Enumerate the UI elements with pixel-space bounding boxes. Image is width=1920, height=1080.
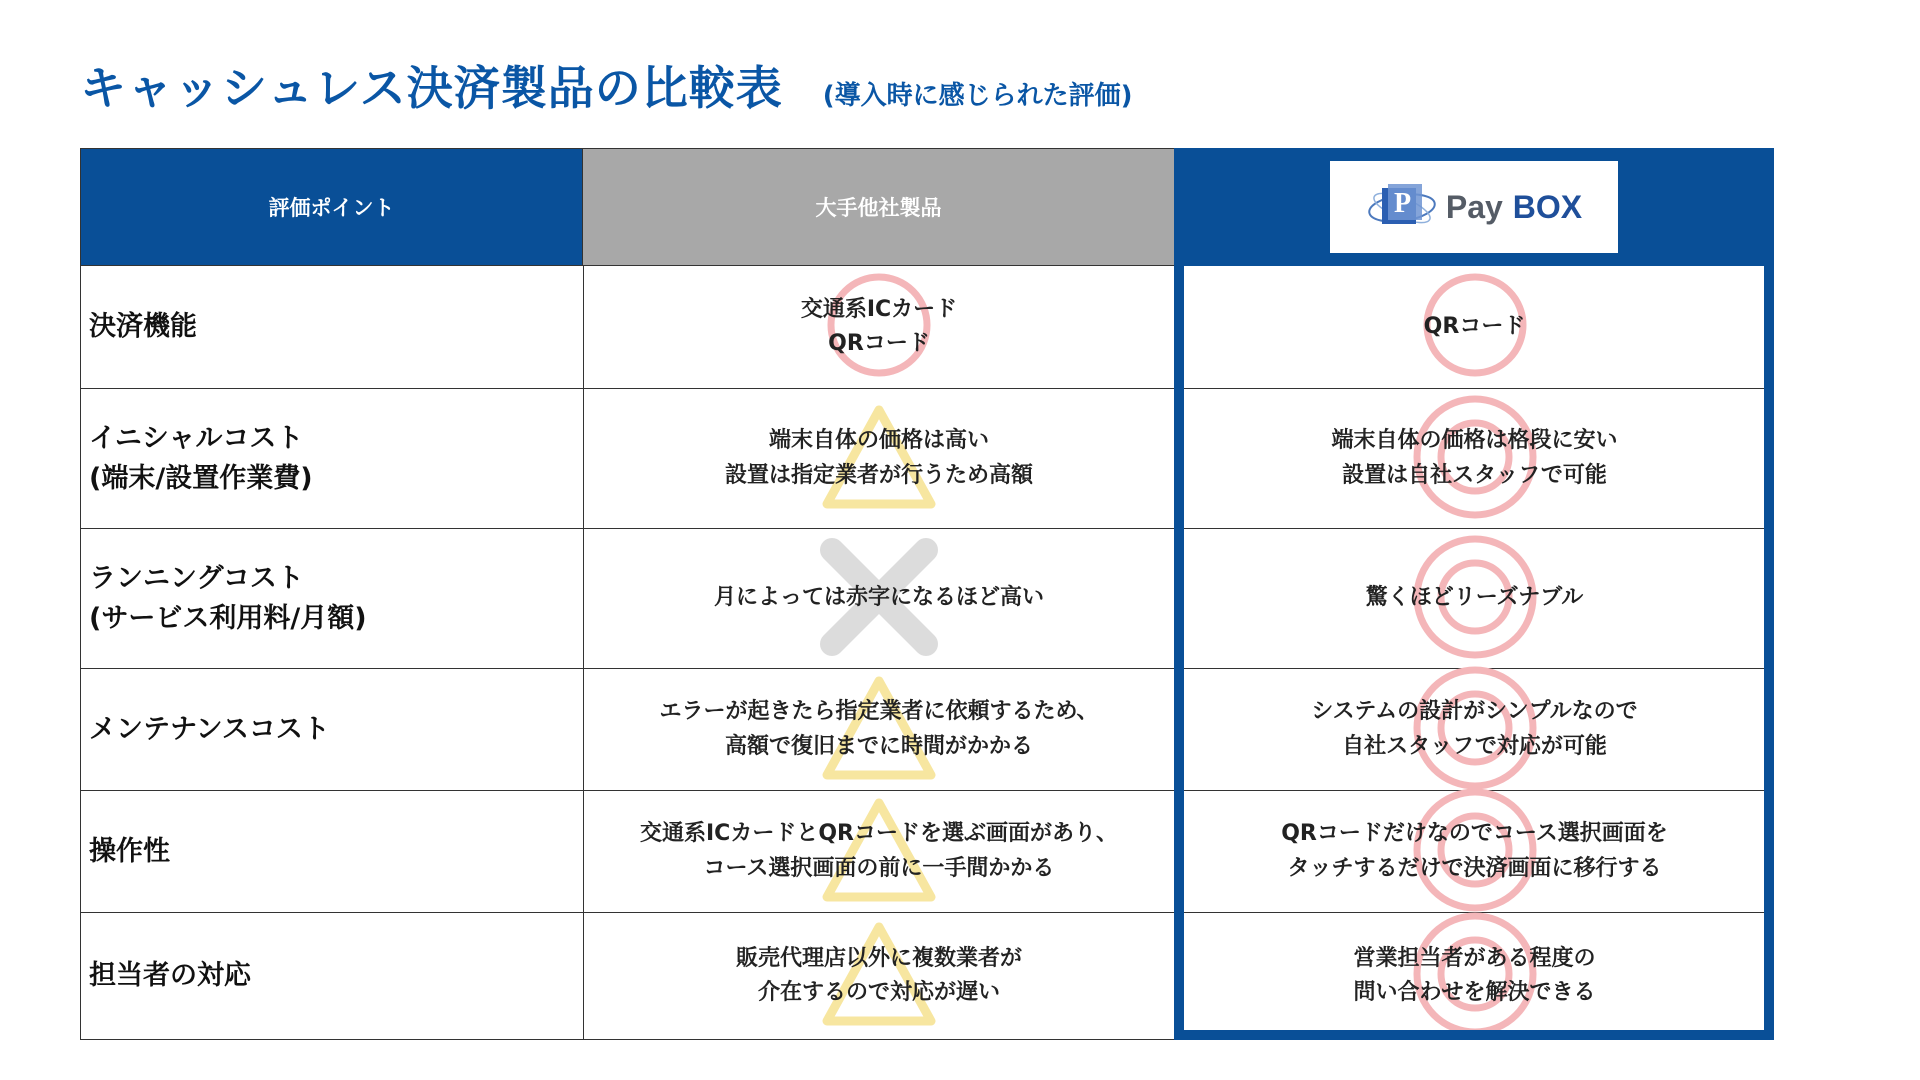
paybox-text: 驚くほどリーズナブル: [1365, 585, 1584, 611]
paybox-cell: [1174, 791, 1774, 913]
competitor-text: 販売代理店以外に複数業者が 介在するので対応が遅い: [735, 945, 1022, 1005]
table-row: [80, 913, 1774, 1040]
competitor-text: エラーが起きたら指定業者に依頼するため、 高額で復旧までに時間がかかる: [659, 699, 1099, 759]
title-area: [80, 52, 1132, 118]
paybox-cell: [1174, 913, 1774, 1040]
competitor-text: 月によっては赤字になるほど高い: [713, 585, 1044, 611]
page-title: キャッシュレス決済製品の比較表: [80, 61, 783, 115]
competitor-text: 端末自体の価格は高い 設置は指定業者が行うため高額: [724, 428, 1033, 488]
table-row: [80, 389, 1774, 529]
header-evaluation-point: 評価ポイント: [80, 148, 583, 266]
competitor-cell: [583, 913, 1174, 1040]
row-label-cell: [80, 913, 583, 1040]
paybox-text: QRコードだけなのでコース選択画面を タッチするだけで決済画面に移行する: [1281, 821, 1668, 881]
header-paybox: [1174, 148, 1774, 266]
paybox-text: QRコード: [1423, 313, 1526, 339]
row-label-cell: [80, 389, 583, 529]
row-label: 操作性: [89, 835, 170, 867]
page-subtitle: (導入時に感じられた評価): [822, 81, 1133, 111]
row-label-cell: [80, 529, 583, 669]
competitor-cell: [583, 669, 1174, 791]
row-label-cell: [80, 669, 583, 791]
row-label-cell: [80, 266, 583, 389]
competitor-text: 交通系ICカード QRコード: [800, 296, 958, 356]
competitor-cell: [583, 266, 1174, 389]
comparison-table: [80, 148, 1774, 1040]
table-row: [80, 791, 1774, 913]
table-row: [80, 669, 1774, 791]
row-label: 担当者の対応: [89, 960, 251, 992]
paybox-p-logo-icon: [1366, 172, 1440, 242]
row-label: メンテナンスコスト: [89, 713, 330, 745]
row-label: イニシャルコスト (端末/設置作業費): [89, 423, 313, 494]
paybox-cell: [1174, 529, 1774, 669]
paybox-cell: [1174, 389, 1774, 529]
logo-text-pay: Pay: [1445, 188, 1503, 225]
svg-text:P: P: [1393, 188, 1411, 219]
table-row: [80, 266, 1774, 389]
table-row: [80, 529, 1774, 669]
competitor-cell: [583, 529, 1174, 669]
paybox-cell: [1174, 266, 1774, 389]
header-competitor: 大手他社製品: [583, 148, 1174, 266]
row-label: 決済機能: [89, 311, 197, 343]
competitor-cell: [583, 389, 1174, 529]
competitor-cell: [583, 791, 1174, 913]
paybox-cell: [1174, 669, 1774, 791]
logo-text-box: BOX: [1512, 188, 1583, 225]
paybox-text: 営業担当者がある程度の 問い合わせを解決できる: [1353, 945, 1596, 1005]
paybox-text: 端末自体の価格は格段に安い 設置は自社スタッフで可能: [1331, 428, 1618, 488]
competitor-text: 交通系ICカードとQRコードを選ぶ画面があり、 コース選択画面の前に一手間かかる: [640, 821, 1118, 881]
row-label-cell: [80, 791, 583, 913]
row-label: ランニングコスト (サービス利用料/月額): [89, 563, 367, 634]
paybox-text: システムの設計がシンプルなので 自社スタッフで対応が可能: [1311, 699, 1638, 759]
paybox-logo: [1330, 161, 1618, 253]
